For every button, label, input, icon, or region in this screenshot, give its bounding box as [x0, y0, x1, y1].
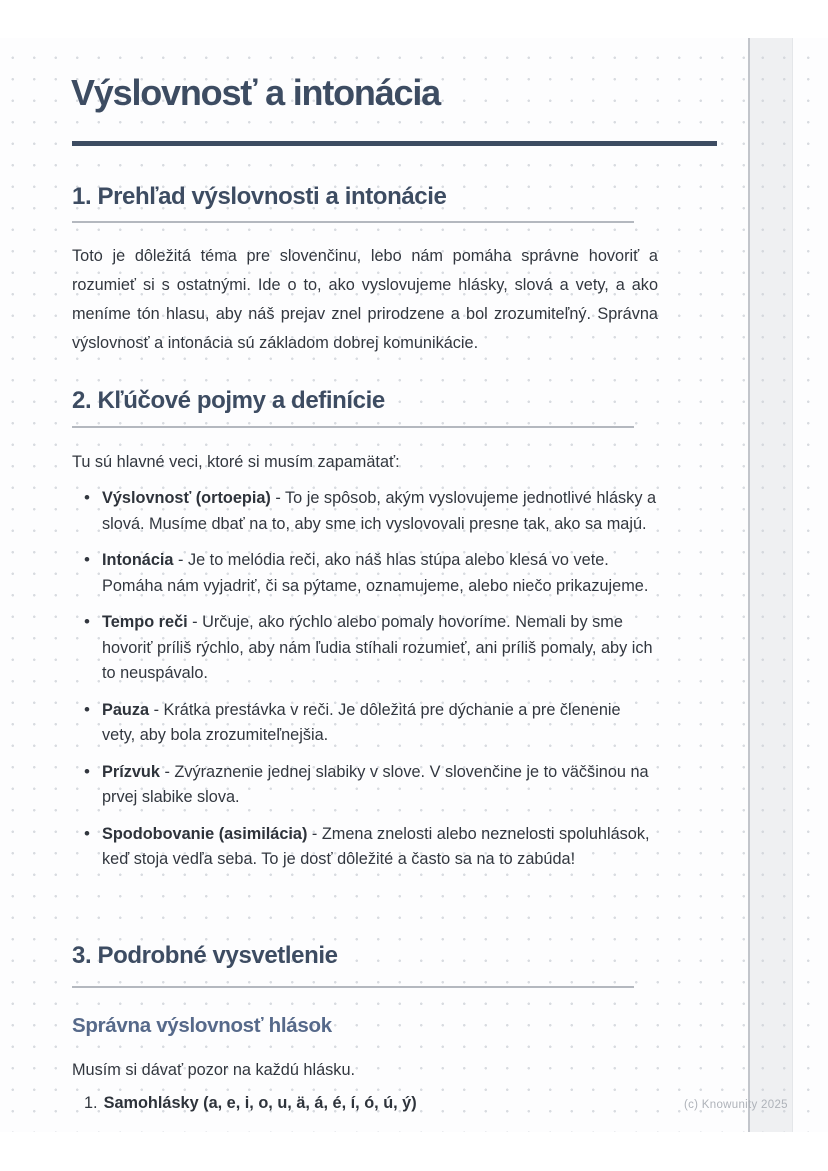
term-label: Tempo reči: [102, 613, 188, 631]
section-2-heading: 2. Kľúčové pojmy a definície: [72, 387, 385, 414]
list-item-vyslovnost: [84, 486, 658, 537]
bullet-icon: •: [84, 699, 90, 719]
term-label: Intonácia: [102, 551, 174, 569]
section-3-divider: [72, 986, 634, 988]
bullet-icon: •: [84, 612, 90, 631]
list-number: 1.: [84, 1094, 98, 1112]
page-edge-strip: [748, 38, 793, 1132]
section-2-intro: Tu sú hlavné veci, ktoré si musím zapamätať:: [72, 453, 400, 471]
term-definition: - Zvýraznenie jednej slabiky v slove. V slovenčine je to väčšinou na prvej slabike slova.: [102, 762, 649, 806]
key-terms-list: [84, 486, 658, 884]
document-title: Výslovnosť a intonácia: [71, 72, 440, 113]
bullet-icon: •: [84, 550, 90, 569]
section-3-paragraph: Musím si dávať pozor na každú hlásku.: [72, 1061, 356, 1079]
list-item-prizvuk: [84, 760, 658, 811]
term-definition: - To je spôsob, akým vyslovujeme jednotlivé hlásky a slová. Musíme dbať na to, aby sme ich vyslovovali presne tak, ako sa majú.: [102, 489, 657, 533]
term-label: Spodobovanie (asimilácia): [102, 824, 308, 843]
numbered-item-text: Samohlásky (a, e, i, o, u, ä, á, é, í, ó, ú, ý): [103, 1094, 417, 1112]
list-item-spodobovanie: [84, 822, 658, 873]
term-definition: - Určuje, ako rýchlo alebo pomaly hovoríme. Nemali by sme hovoriť príliš rýchlo, aby nám ľudia stíhali rozumieť, ani príliš pomaly, aby ich to neuspávalo.: [102, 613, 653, 682]
list-item-pauza: [84, 698, 658, 749]
term-label: Prízvuk: [102, 762, 160, 781]
section-3-subheading: Správna výslovnosť hlások: [72, 1014, 332, 1037]
title-divider: [72, 141, 717, 146]
list-item-intonacia: [84, 548, 658, 599]
term-label: Pauza: [102, 700, 150, 719]
term-definition: - Je to melódia reči, ako náš hlas stúpa alebo klesá vo vete. Pomáha nám vyjadriť, či sa pýtame, oznamujeme, alebo niečo prikazujeme.: [102, 551, 649, 595]
section-2-divider: [72, 426, 634, 428]
section-1-paragraph: Toto je dôležitá téma pre slovenčinu, lebo nám pomáha správne hovoriť a rozumieť si s ostatnými. Ide o to, ako vyslovujeme hlásky, slová a vety, a ako meníme tón hlasu, aby náš prejav znel prirodzene a bol zrozumiteľný. Správna výslovnosť a intonácia sú základom dobrej komunikácie.: [72, 247, 658, 352]
knowunity-watermark: (c) Knowunity 2025: [684, 1099, 788, 1111]
section-1-divider: [72, 221, 634, 223]
term-definition: - Krátka prestávka v reči. Je dôležitá pre dýchanie a pre členenie vety, aby bola zrozumiteľnejšia.: [102, 700, 621, 744]
numbered-list-item: [84, 1094, 417, 1113]
section-1-heading: 1. Prehľad výslovnosti a intonácie: [72, 183, 447, 210]
bullet-icon: •: [84, 823, 90, 843]
bullet-icon: •: [84, 761, 90, 781]
list-item-tempo-reci: [84, 610, 658, 687]
bullet-icon: •: [84, 488, 90, 507]
term-label: Výslovnosť (ortoepia): [102, 489, 271, 507]
term-definition: - Zmena znelosti alebo neznelosti spoluhlások, keď stoja vedľa seba. To je dosť dôležité a často sa na to zabúda!: [102, 824, 650, 868]
section-3-heading: 3. Podrobné vysvetlenie: [72, 942, 338, 969]
